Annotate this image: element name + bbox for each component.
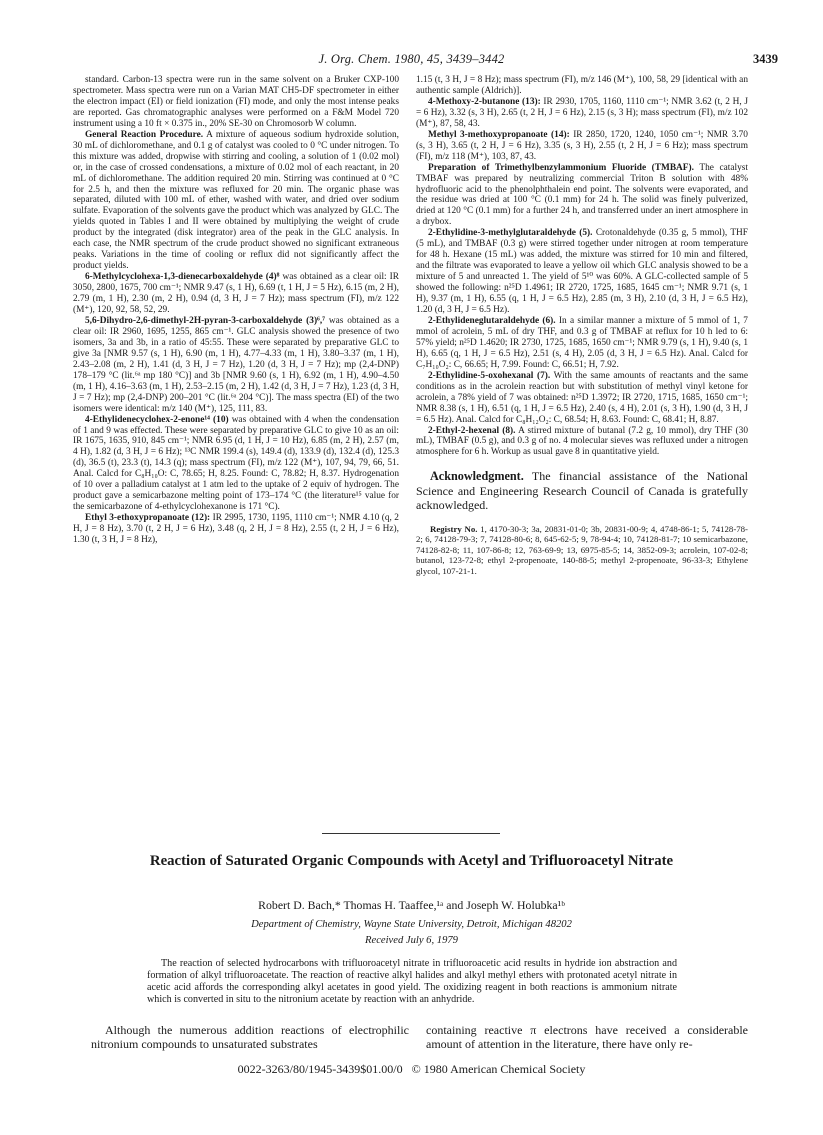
- paragraph-text: was obtained as a clear oil: IR 3050, 2800, 1675, 700 cm⁻¹; NMR 9.47 (s, 1 H), 6.69 (t, 1 H, J = 5 Hz), 6.15 (m, 2 H), 2.79 (m, 1 H), 2.30 (m, 2 H), 0.94 (d, 3 H, J = 7 Hz); mass spectrum (FI), m/z 122 (M⁺), 120, 92, 58, 52, 29.: [73, 272, 399, 316]
- footer-code: 0022-3263/80/1945-3439$01.00/0: [237, 1062, 403, 1076]
- intro-text-right: containing reactive π electrons have received a considerable amount of attention in the literature, there have only re-: [426, 1023, 748, 1052]
- received-date: Received July 6, 1979: [365, 935, 458, 946]
- paragraph-text: Crotonaldehyde (0.35 g, 5 mmol), THF (5 mL), and TMBAF (0.3 g) were stirred together under nitrogen at room temperature for 48 h. Hexane (15 mL) was added, the mixture was stirred for 10 min and filtered, and the filtrate was evaporated to leave a yellow oil which GLC analysis showed to be a mixture of 5 and unreacted 1. The yield of 5¹⁰ was 60%. A GLC-collected sample of 5 showed the following: n²⁵D 1.4961; IR 2720, 1725, 1685, 1645 cm⁻¹; NMR 9.71 (s, 1 H), 9.37 (m, 1 H), 6.55 (q, 1 H, J = 6.5 Hz), 2.85 (m, 3 H), 2.10 (d, 3 H, J = 6.5 Hz), 1.20 (d, 3 H, J = 6.5 Hz).: [416, 228, 748, 316]
- article-abstract: The reaction of selected hydrocarbons with trifluoroacetyl nitrate in trifluoroacetic acid results in hydride ion abstraction and formation of alkyl trifluoroacetate. The reaction of reactive alkyl halides and alkyl methyl ethers with protonated acetyl nitrate in acetic acid affords the corresponding alkyl acetates in good yield. The oxidizing reagent in both reactions is ammonium nitrate which is converted in situ to the nitronium acetate by reaction with an anhydride.: [147, 958, 677, 1005]
- paragraph: [416, 316, 748, 371]
- paragraph: [416, 97, 748, 130]
- article-title: Reaction of Saturated Organic Compounds with Acetyl and Trifluoroacetyl Nitrate: [149, 853, 674, 869]
- paragraph-text: With the same amounts of reactants and the same conditions as in the acrolein reaction but with substitution of methyl vinyl ketone for acrolein, a 78% yield of 7 was obtained: n²⁵D 1.3972; IR 2720, 1715, 1685, 1650 cm⁻¹; NMR 8.38 (s, 1 H), 6.51 (q, 1 H, J = 6.5 Hz), 2.40 (s, 4 H), 2.01 (s, 3 H), 1.90 (d, 3 H, J = 6.5 Hz). Anal. Calcd for C₈H₁₂O₂: C, 68.54; H, 8.63. Found: C, 68.41; H, 8.87.: [416, 370, 748, 425]
- registry-numbers: [416, 524, 748, 576]
- paragraph: [73, 130, 399, 272]
- intro-text-left: Although the numerous addition reactions of electrophilic nitronium compounds to unsaturated substrates: [91, 1023, 409, 1052]
- paragraph-text: IR 2930, 1705, 1160, 1110 cm⁻¹; NMR 3.62 (t, 2 H, J = 6 Hz), 3.32 (s, 3 H), 2.65 (t, 2 H, J = 6 Hz), 2.15 (s, 3 H); mass spectrum (FI), m/z 102 (M⁺), 87, 58, 43.: [416, 96, 748, 129]
- paragraph-heading: 2-Ethylideneglutaraldehyde (6).: [428, 315, 556, 326]
- paragraph: [416, 426, 748, 459]
- paragraph-heading: 2-Ethyl-2-hexenal (8).: [428, 425, 516, 436]
- journal-header: J. Org. Chem. 1980, 45, 3439–3442: [318, 52, 505, 66]
- right-column: [416, 75, 748, 576]
- paragraph: [73, 513, 399, 546]
- author-affiliation: Department of Chemistry, Wayne State University, Detroit, Michigan 48202: [251, 919, 572, 930]
- paragraph: [73, 415, 399, 514]
- paragraph-text: 1.15 (t, 3 H, J = 8 Hz); mass spectrum (FI), m/z 146 (M⁺), 100, 58, 29 [identical with an authentic sample (Aldrich)].: [416, 75, 748, 96]
- paragraph: [73, 272, 399, 316]
- left-column: [73, 75, 399, 546]
- paragraph-text: The catalyst TMBAF was prepared by neutralizing commercial Triton B solution with 48% hydrofluoric acid to the phenolphthalein end point. The solvents were evaporated, and the residue was dried at 100 °C (0.1 mm) for 24 h. The solid was finely pulverized, dried at 120 °C (0.1 mm) for a further 24 h, and transferred under an inert atmosphere in a drybox.: [416, 162, 748, 228]
- paragraph-text: IR 2995, 1730, 1195, 1110 cm⁻¹; NMR 4.10 (q, 2 H, J = 8 Hz), 3.70 (t, 2 H, J = 6 Hz), 3.48 (q, 2 H, J = 8 Hz), 2.55 (t, 2 H, J = 6 Hz), 1.30 (t, 3 H, J = 8 Hz),: [73, 513, 399, 546]
- paragraph: [416, 371, 748, 426]
- paragraph-heading: 5,6-Dihydro-2,6-dimethyl-2H-pyran-3-carboxaldehyde (3)⁶,⁷: [85, 315, 325, 326]
- paragraph-text: IR 2850, 1720, 1240, 1050 cm⁻¹; NMR 3.70 (s, 3 H), 3.65 (t, 2 H, J = 6 Hz), 3.35 (s, 3 H), 2.55 (t, 2 H, J = 6 Hz); mass spectrum (FI), m/z 118 (M⁺), 103, 87, 43.: [416, 129, 748, 162]
- paragraph-text: was obtained as a clear oil: IR 2960, 1695, 1255, 865 cm⁻¹. GLC analysis showed the presence of two isomers, 3a and 3b, in a ratio of 45:55. These were separated by preparative GLC to give 3a [NMR 9.57 (s, 1 H), 6.90 (m, 1 H), 4.77–4.33 (m, 1 H), 3.80–3.37 (m, 1 H), 2.43–2.08 (m, 2 H), 1.41 (d, 3 H, J = 7 Hz), 1.20 (d, 3 H, J = 7 Hz); mp (2,4-DNP) 178–179 °C (lit.⁶ᵃ mp 180 °C)] and 3b [NMR 9.60 (s, 1 H), 6.92 (m, 1 H), 4.90–4.50 (m, 1 H), 4.16–3.63 (m, 1 H), 2.53–2.15 (m, 2 H), 1.42 (d, 3 H, J = 7 Hz), 1.23 (d, 3 H, J = 7 Hz); mp (2,4-DNP) 200–201 °C (lit.⁶ᵃ 204 °C)]. The mass spectra (EI) of the two isomers were identical: m/z 140 (M⁺), 125, 111, 83.: [73, 315, 399, 414]
- paragraph-heading: 4-Methoxy-2-butanone (13):: [428, 96, 541, 107]
- paragraph-heading: Preparation of Trimethylbenzylammonium Fluoride (TMBAF).: [428, 162, 694, 173]
- paragraph-heading: 2-Ethylidine-3-methylglutaraldehyde (5).: [428, 228, 593, 239]
- paragraph-text: was obtained with 4 when the condensation of 1 and 9 was effected. These were separated by preparative GLC to give 10 as an oil: IR 1675, 1635, 910, 845 cm⁻¹; NMR 6.95 (d, 1 H, J = 10 Hz), 6.85 (m, 2 H), 2.57 (m, 4 H), 1.82 (d, 3 H, J = 6 Hz); ¹³C NMR 199.4 (s), 149.4 (d), 133.9 (d), 132.4 (d), 125.3 (d), 36.5 (t), 23.3 (t), 14.3 (q); mass spectrum (FI), m/z 122 (M⁺), 107, 94, 79, 66, 51. Anal. Calcd for C₈H₁₀O: C, 78.65; H, 8.25. Found: C, 78.82; H, 8.37. Hydrogenation of 10 over a palladium catalyst at 1 atm led to the uptake of 2 equiv of hydrogen. The product gave a semicarbazone melting point of 173–174 °C (the literature¹⁵ value for the semicarbazone of 4-ethylcyclohexanone is 171 °C).: [73, 414, 400, 513]
- page-number: 3439: [753, 52, 778, 66]
- paragraph: [416, 75, 748, 97]
- registry-heading: Registry No.: [430, 523, 478, 534]
- paragraph: [416, 228, 748, 316]
- paragraph-text: A stirred mixture of butanal (7.2 g, 10 mmol), dry THF (30 mL), TMBAF (0.5 g), and 0.3 g of no. 4 molecular sieves was refluxed under a nitrogen atmosphere for 6 h. Workup as usual gave 8 in quantitative yield.: [416, 425, 748, 458]
- article-authors: Robert D. Bach,* Thomas H. Taaffee,¹ᵃ and Joseph W. Holubka¹ᵇ: [258, 898, 565, 912]
- paragraph-heading: 4-Ethylidenecyclohex-2-enone¹⁴ (10): [85, 414, 229, 425]
- paragraph: [416, 163, 748, 229]
- paragraph: [73, 75, 399, 130]
- footer-copyright: © 1980 American Chemical Society: [411, 1062, 586, 1076]
- paragraph: [73, 316, 399, 415]
- acknowledgment-heading: Acknowledgment.: [430, 469, 524, 484]
- acknowledgment: [416, 469, 748, 512]
- page-footer: [0, 1062, 823, 1077]
- paragraph-heading: 6-Methylcyclohexa-1,3-dienecarboxaldehyde (4)⁸: [85, 272, 280, 283]
- paragraph-text: In a similar manner a mixture of 5 mmol of 1, 7 mmol of acrolein, 5 mL of dry THF, and 0.3 g of TMBAF at reflux for 10 h led to 6: 57% yield; n²⁵D 1.4620; IR 2730, 1725, 1685, 1650 cm⁻¹; NMR 9.79 (s, 1 H), 9.40 (s, 1 H), 6.65 (q, 1 H, J = 6.5 Hz), 2.51 (s, 4 H), 2.05 (d, 3 H, J = 6.5 Hz). Anal. Calcd for C₇H₁₀O₂: C, 66.65; H, 7.99. Found: C, 66.51; H, 7.92.: [416, 315, 748, 370]
- paragraph-text: A mixture of aqueous sodium hydroxide solution, 30 mL of dichloromethane, and 0.1 g of catalyst was cooled to 0 °C under nitrogen. To this mixture was added, dropwise with stirring and cooling, a solution of 1 (0.02 mol) or, in the case of crossed condensations, a mixture of 0.02 mol of each reactant, in 20 mL of dichloromethane. The addition required 20 min. Stirring was continued at 0 °C for 2.5 h, and then the mixture was refluxed for 20 min. The organic phase was separated, diluted with 100 mL of ether, washed with water, and dried over sodium sulfate. Evaporation of the solvents gave the product which was analyzed by GLC. The yields quoted in Tables I and II were obtained by multiplying the weight of crude product by the integrated (disk integrator) area of the peak in the GLC analysis. In each case, the NMR spectrum of the crude product showed no significant extraneous peaks. Variations in the time of cooling or reflux did not significantly affect the product yields.: [73, 129, 399, 272]
- section-divider: [322, 833, 500, 834]
- paragraph-heading: Methyl 3-methoxypropanoate (14):: [428, 129, 570, 140]
- paragraph-heading: General Reaction Procedure.: [85, 129, 204, 140]
- paragraph-heading: 2-Ethylidine-5-oxohexanal (7).: [428, 370, 551, 381]
- paragraph-heading: Ethyl 3-ethoxypropanoate (12):: [85, 513, 211, 524]
- paragraph-text: standard. Carbon-13 spectra were run in the same solvent on a Bruker CXP-100 spectrometer. Mass spectra were run on a Varian MAT CH5-DF spectrometer in either the electron impact (EI) or field ionization (FI) mode, and only the most intense peaks are reported. Gas chromatographic analyses were performed on a F&M Model 720 instrument using a 10 ft × 0.375 in., 20% SE-30 on Chromosorb W column.: [73, 75, 399, 129]
- paragraph: [416, 130, 748, 163]
- acknowledgment-text: The financial assistance of the National Science and Engineering Research Council of Canada is gratefully acknowledged.: [416, 469, 748, 512]
- registry-text: 1, 4170-30-3; 3a, 20831-01-0; 3b, 20831-00-9; 4, 4748-86-1; 5, 74128-78-2; 6, 74128-79-3; 7, 74128-80-6; 8, 645-62-5; 9, 78-94-4; 10, 74128-81-7; 10 semicarbazone, 74128-82-8; 11, 107-86-8; 12, 763-69-9; 13, 6975-85-5; 14, 3852-09-3; acrolein, 107-02-8; butanol, 123-72-8; ethyl 2-propenoate, 140-88-5; methyl 2-propenoate, 96-33-3; Ethylene glycol, 107-21-1.: [416, 523, 748, 576]
